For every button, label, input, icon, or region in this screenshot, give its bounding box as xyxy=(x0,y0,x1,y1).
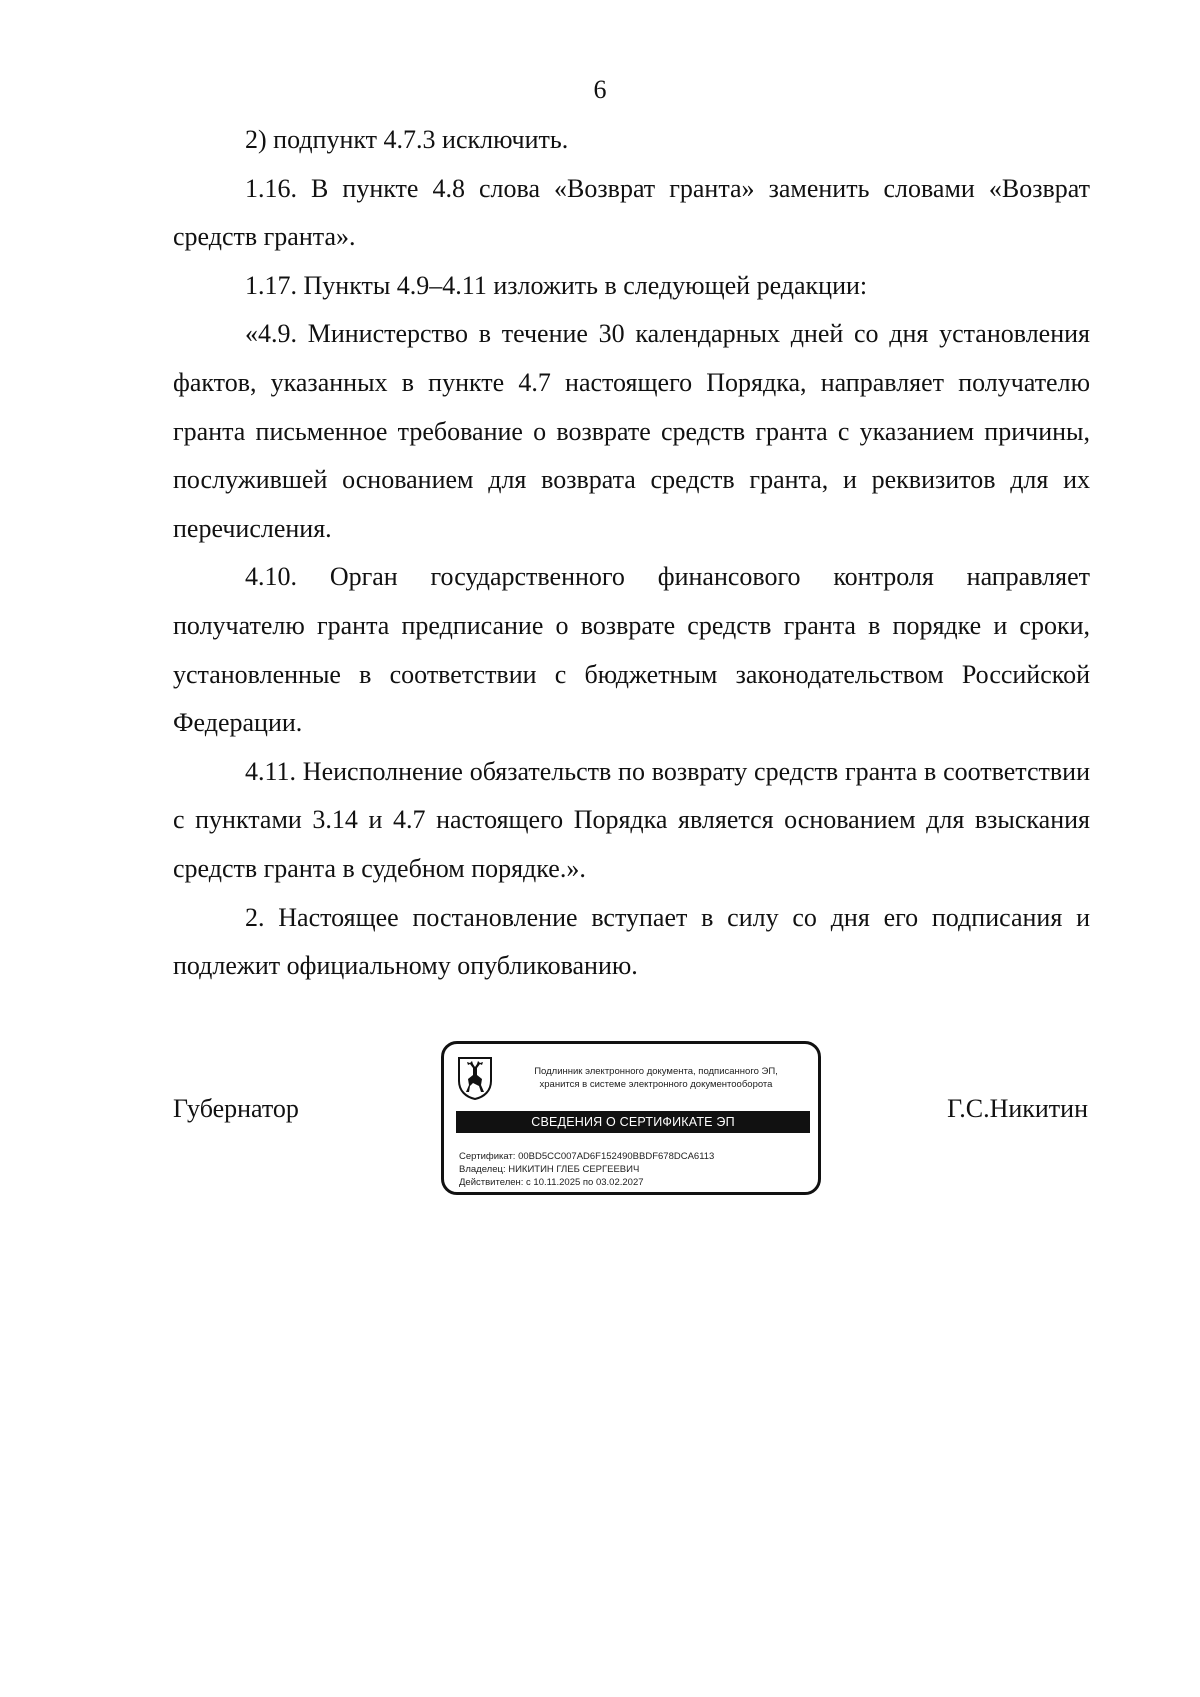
stamp-header-line-2: хранится в системе электронного документооборота xyxy=(539,1079,773,1090)
paragraph-4-11: 4.11. Неисполнение обязательств по возврату средств гранта в соответствии с пунктами 3.14 и 4.7 настоящего Порядка является основанием для взыскания средств гранта в судебном порядке.». xyxy=(173,756,1090,883)
stamp-certificate-details xyxy=(459,1150,714,1189)
stamp-certificate-number: Сертификат: 00BD5CC007AD6F152490BBDF678DCA6113 xyxy=(459,1151,715,1162)
document-body xyxy=(173,116,1090,991)
stamp-validity: Действителен: с 10.11.2025 по 03.02.2027 xyxy=(459,1177,644,1188)
electronic-signature-stamp xyxy=(441,1041,821,1195)
paragraph-subitem-2: 2) подпункт 4.7.3 исключить. xyxy=(245,125,569,154)
signatory-position: Губернатор xyxy=(173,1094,299,1123)
paragraph-1-16: 1.16. В пункте 4.8 слова «Возврат гранта» заменить словами «Возврат средств гранта». xyxy=(173,173,1090,252)
stamp-header-line-1: Подлинник электронного документа, подписанного ЭП, xyxy=(534,1066,778,1077)
paragraph-1-17: 1.17. Пункты 4.9–4.11 изложить в следующей редакции: xyxy=(245,270,868,300)
signatory-name: Г.С.Никитин xyxy=(947,1094,1088,1123)
paragraph-2-effective: 2. Настоящее постановление вступает в силу со дня его подписания и подлежит официальному опубликованию. xyxy=(173,902,1090,981)
page-number: 6 xyxy=(593,75,607,104)
stamp-header xyxy=(502,1065,810,1091)
deer-coat-of-arms-icon xyxy=(456,1055,494,1101)
paragraph-4-10: 4.10. Орган государственного финансового контроля направляет получателю гранта предписание о возврате средств гранта в порядке и сроки, установленные в соответствии с бюджетным законодательством Российской Федерации. xyxy=(173,562,1090,738)
stamp-owner: Владелец: НИКИТИН ГЛЕБ СЕРГЕЕВИЧ xyxy=(459,1164,640,1175)
paragraph-4-9: «4.9. Министерство в течение 30 календарных дней со дня установления фактов, указанных в пункте 4.7 настоящего Порядка, направляет получателю гранта письменное требование о возврате средств гранта с указанием причины, послужившей основанием для возврата средств гранта, и реквизитов для их перечисления. xyxy=(173,319,1090,543)
stamp-band-title: СВЕДЕНИЯ О СЕРТИФИКАТЕ ЭП xyxy=(456,1111,810,1133)
